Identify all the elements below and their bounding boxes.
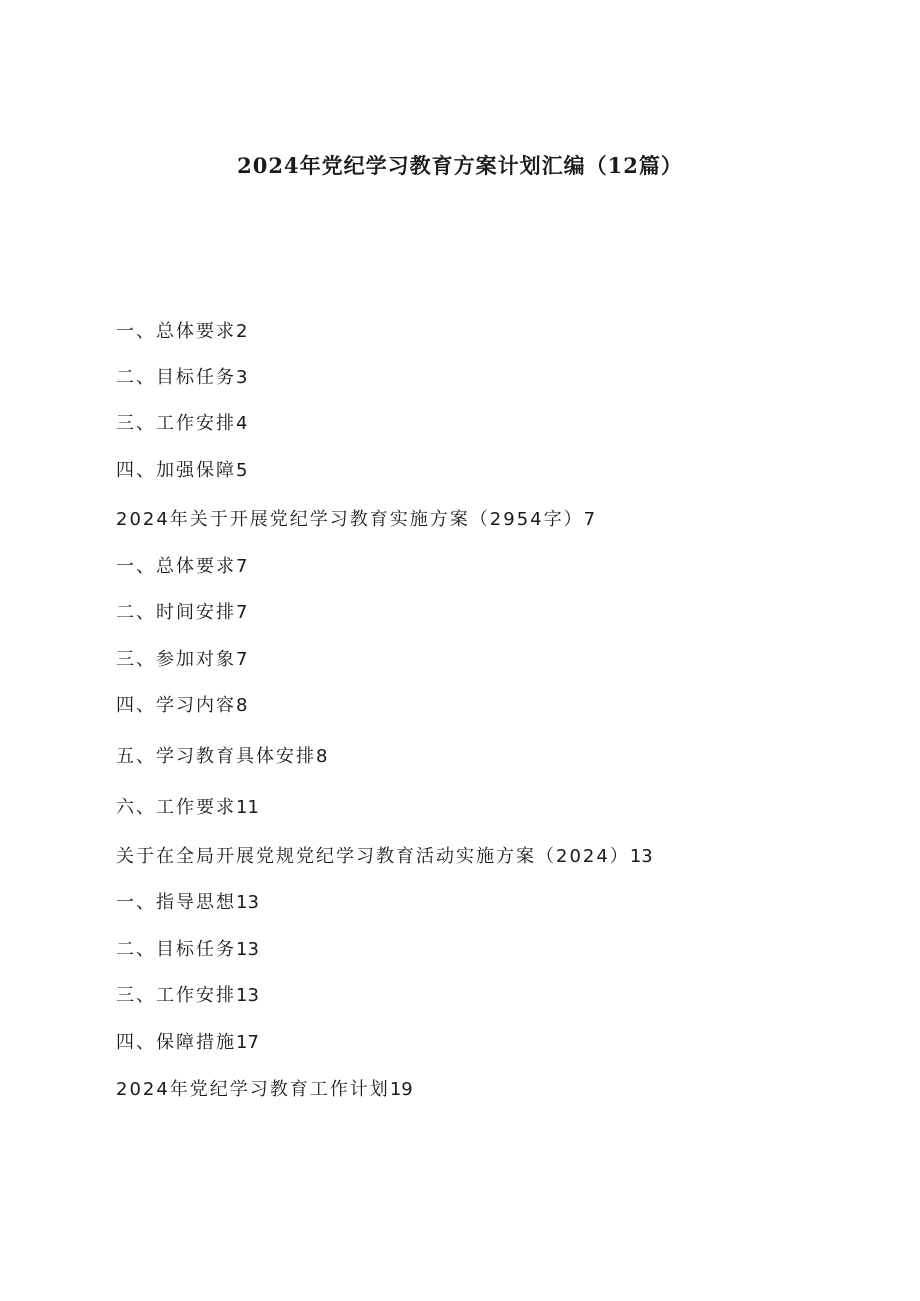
toc-page-number: 2	[236, 321, 248, 342]
toc-item-label: 六、工作要求	[116, 797, 236, 818]
toc-page-number: 7	[236, 649, 248, 670]
toc-page-number: 8	[236, 695, 248, 716]
toc-page-number: 17	[236, 1032, 259, 1053]
toc-item-label: 三、工作安排	[116, 413, 236, 434]
toc-item[interactable]	[116, 845, 653, 869]
toc-item[interactable]	[116, 366, 247, 390]
toc-item[interactable]	[116, 508, 595, 532]
toc-item[interactable]	[116, 459, 247, 483]
toc-page-number: 3	[236, 367, 248, 388]
toc-item-label: 四、学习内容	[116, 695, 236, 716]
toc-item[interactable]	[116, 1031, 259, 1055]
toc-page-number: 13	[236, 985, 259, 1006]
toc-item-label: 三、工作安排	[116, 985, 236, 1006]
toc-item[interactable]	[116, 555, 247, 579]
toc-item-label: 二、时间安排	[116, 602, 236, 623]
toc-page-number: 13	[236, 939, 259, 960]
toc-page-number: 19	[389, 1079, 413, 1100]
toc-item[interactable]	[116, 891, 259, 915]
toc-item[interactable]	[116, 745, 327, 769]
toc-item-label: 2024年党纪学习教育工作计划	[116, 1079, 390, 1100]
toc-item-label: 四、加强保障	[116, 460, 236, 481]
toc-item[interactable]	[116, 1078, 413, 1102]
toc-item-label: 二、目标任务	[116, 939, 236, 960]
toc-item[interactable]	[116, 648, 247, 672]
document-title: 2024年党纪学习教育方案计划汇编（12篇）	[237, 153, 683, 178]
toc-page-number: 8	[316, 746, 328, 767]
toc-item-label: 关于在全局开展党规党纪学习教育活动实施方案（2024）	[116, 846, 630, 867]
toc-item-label: 四、保障措施	[116, 1032, 236, 1053]
toc-page-number: 7	[236, 602, 248, 623]
toc-item[interactable]	[116, 984, 259, 1008]
toc-page-number: 5	[236, 460, 248, 481]
toc-item-label: 三、参加对象	[116, 649, 236, 670]
toc-item-label: 一、指导思想	[116, 892, 236, 913]
toc-page-number: 13	[629, 846, 653, 867]
toc-item-label: 一、总体要求	[116, 556, 236, 577]
toc-item[interactable]	[116, 601, 247, 625]
toc-item[interactable]	[116, 320, 247, 344]
toc-item-label: 五、学习教育具体安排	[116, 746, 316, 767]
toc-item[interactable]	[116, 938, 259, 962]
toc-item[interactable]	[116, 412, 247, 436]
toc-page-number: 11	[236, 797, 259, 818]
toc-item-label: 2024年关于开展党纪学习教育实施方案（2954字）	[116, 509, 584, 530]
toc-item-label: 二、目标任务	[116, 367, 236, 388]
toc-page-number: 7	[583, 509, 596, 530]
table-of-contents	[116, 0, 896, 1301]
toc-page-number: 13	[236, 892, 259, 913]
toc-page-number: 4	[236, 413, 248, 434]
toc-item[interactable]	[116, 796, 259, 820]
toc-item[interactable]	[116, 694, 247, 718]
toc-item-label: 一、总体要求	[116, 321, 236, 342]
toc-page-number: 7	[236, 556, 248, 577]
